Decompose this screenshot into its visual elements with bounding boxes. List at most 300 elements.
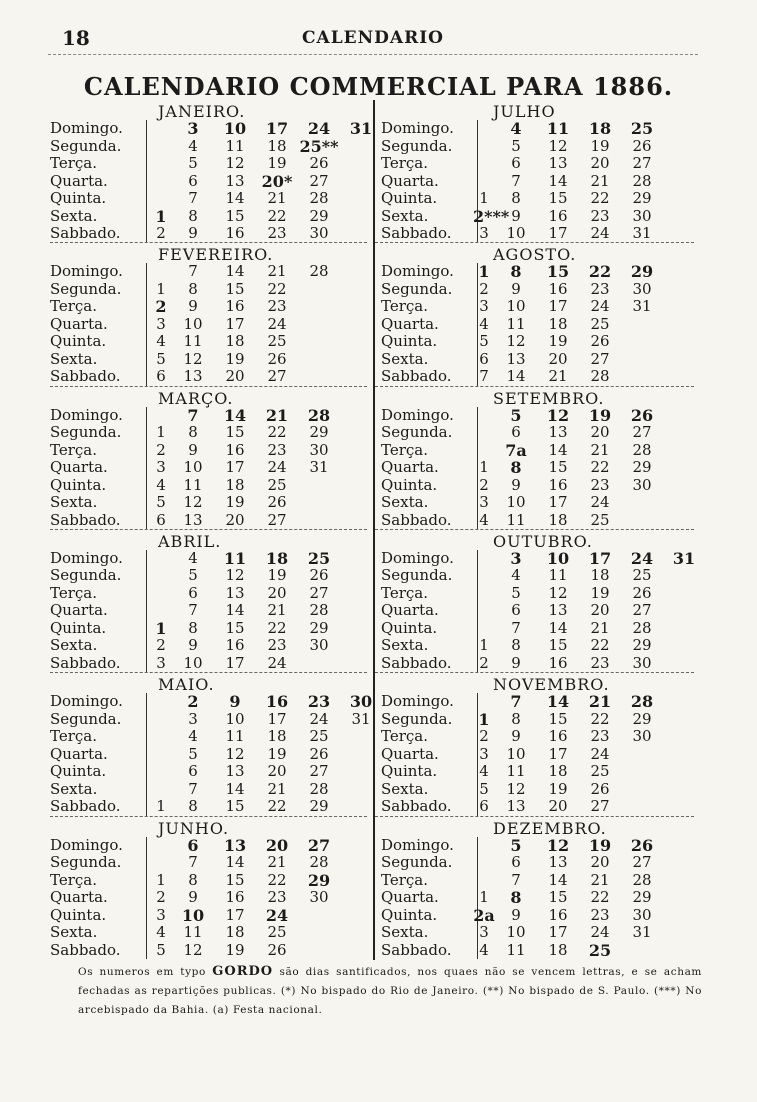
date-cell: 6 [187, 835, 199, 855]
date-cell: 3 [479, 744, 489, 763]
day-name: Quinta. [381, 907, 478, 925]
date-cell: 11 [183, 475, 203, 494]
date-cell: 15 [548, 636, 568, 655]
date-cell [473, 442, 495, 460]
date-cell: 15 [548, 888, 568, 907]
week-column [579, 407, 621, 530]
date-cell: 17 [225, 458, 245, 477]
date-cell: 3 [479, 224, 489, 242]
day-name: Sabbado. [381, 368, 478, 386]
date-cell: 25 [267, 332, 287, 351]
date-cell [298, 298, 340, 316]
week-columns [150, 120, 382, 243]
date-cell: 26 [590, 779, 610, 798]
date-cell [473, 854, 495, 872]
date-cell: 31 [309, 458, 329, 477]
date-cell: 23 [590, 279, 610, 298]
date-cell: 29 [632, 636, 652, 655]
date-cell: 23 [267, 224, 287, 242]
date-cell: 10 [223, 119, 247, 138]
date-cell: 20 [267, 762, 287, 781]
day-names [381, 120, 478, 243]
date-cell: 23 [267, 297, 287, 316]
date-cell: 11 [546, 119, 570, 138]
date-cell: 5 [510, 835, 522, 855]
date-cell: 3 [156, 314, 166, 333]
day-name: Quinta. [50, 190, 147, 208]
day-name: Terça. [381, 155, 478, 173]
date-cell: 13 [548, 423, 568, 442]
day-name: Quinta. [50, 333, 147, 351]
date-cell: 30 [309, 224, 329, 242]
date-cell: 26 [630, 405, 654, 425]
day-names [50, 120, 147, 243]
date-cell: 6 [156, 510, 166, 529]
date-cell: 23 [590, 653, 610, 672]
date-cell: 23 [267, 636, 287, 655]
day-name: Quarta. [381, 602, 478, 620]
date-cell: 30 [632, 653, 652, 672]
week-column [298, 550, 340, 673]
date-cell: 16 [548, 727, 568, 746]
date-cell: 20 [225, 510, 245, 529]
date-cell: 24 [307, 119, 331, 138]
calendar-grid [50, 100, 700, 960]
date-cell: 15 [225, 870, 245, 889]
month-block [50, 243, 375, 386]
date-cell [298, 333, 340, 351]
date-cell: 20 [590, 154, 610, 172]
week-column [256, 693, 298, 816]
date-cell: 9 [188, 888, 198, 907]
date-cell [473, 120, 495, 138]
date-cell: 24 [590, 493, 610, 512]
date-cell: 7 [511, 618, 521, 637]
week-column [663, 550, 705, 673]
date-cell: 17 [548, 493, 568, 512]
week-column [579, 693, 621, 816]
date-cell: 25 [307, 548, 331, 568]
date-cell: 27 [632, 423, 652, 442]
date-cell: 4 [156, 475, 166, 494]
week-column [621, 837, 663, 960]
date-cell [150, 746, 172, 764]
day-name: Segunda. [381, 854, 478, 872]
day-name: Sexta. [50, 637, 147, 655]
week-column [579, 550, 621, 673]
date-cell: 25 [630, 119, 654, 138]
week-column [473, 120, 510, 243]
date-cell: 29 [309, 423, 329, 442]
date-cell: 26 [267, 349, 287, 368]
day-name: Sexta. [381, 494, 478, 512]
day-name: Segunda. [50, 281, 147, 299]
date-cell: 11 [225, 727, 245, 746]
week-column [298, 693, 340, 816]
date-cell: 31 [632, 224, 652, 242]
date-cell: 4 [188, 548, 198, 567]
date-cell: 2 [479, 279, 489, 298]
day-name: Quarta. [50, 889, 147, 907]
day-name: Sexta. [381, 924, 478, 942]
date-cell: 8 [188, 206, 198, 225]
date-cell: 2 [156, 440, 166, 459]
date-cell: 22 [590, 458, 610, 477]
day-name: Terça. [381, 585, 478, 603]
date-cell: 15 [225, 206, 245, 225]
date-cell: 28 [632, 171, 652, 190]
month-block [375, 673, 700, 816]
week-column [579, 263, 621, 386]
week-columns [473, 120, 663, 243]
date-cell: 13 [223, 835, 247, 855]
footnote [78, 962, 702, 1020]
date-cell [473, 602, 495, 620]
date-cell: 28 [309, 189, 329, 207]
date-cell: 23 [267, 888, 287, 907]
date-cell: 16 [548, 475, 568, 494]
date-cell: 7 [187, 405, 199, 425]
date-cell [621, 781, 663, 799]
date-cell [150, 190, 172, 208]
date-cell: 14 [548, 440, 568, 459]
week-column [473, 837, 495, 960]
week-columns [150, 837, 340, 960]
date-cell: 19 [267, 566, 287, 585]
date-cell: 16 [548, 653, 568, 672]
date-cell: 8 [510, 458, 522, 478]
date-cell: 27 [307, 835, 331, 855]
date-cell: 31 [632, 923, 652, 942]
date-cell: 13 [506, 349, 526, 368]
day-name: Quinta. [50, 620, 147, 638]
date-cell: 10 [225, 709, 245, 728]
week-column [537, 120, 579, 243]
date-cell: 27 [632, 154, 652, 172]
day-name: Domingo. [50, 407, 147, 425]
date-cell: 29 [309, 618, 329, 637]
week-column [214, 407, 256, 530]
date-cell: 6 [479, 797, 489, 816]
date-cell: 15 [225, 797, 245, 816]
date-cell: 31 [672, 548, 696, 568]
date-cell: 6 [188, 762, 198, 781]
date-cell [150, 263, 172, 281]
date-cell: 14 [546, 692, 570, 712]
day-name: Sabbado. [50, 798, 147, 816]
date-cell [621, 351, 663, 369]
day-name: Segunda. [50, 567, 147, 585]
date-cell [298, 477, 340, 495]
week-columns [473, 693, 663, 816]
week-column [473, 263, 495, 386]
week-column [495, 263, 537, 386]
day-name: Quarta. [50, 602, 147, 620]
date-cell [150, 550, 172, 568]
date-cell [663, 602, 705, 620]
date-cell [150, 781, 172, 799]
date-cell: 5 [188, 566, 198, 585]
day-name: Quarta. [381, 459, 478, 477]
month-block [50, 100, 375, 243]
date-cell: 3 [156, 653, 166, 672]
date-cell: 22 [590, 888, 610, 907]
date-cell [473, 620, 495, 638]
date-cell: 26 [309, 744, 329, 763]
date-cell [298, 942, 340, 960]
date-cell: 14 [548, 618, 568, 637]
month-name: MAIO. [158, 675, 215, 695]
day-name: Sabbado. [50, 225, 147, 243]
date-cell: 28 [309, 853, 329, 872]
date-cell: 1 [478, 262, 490, 282]
date-cell [663, 567, 705, 585]
date-cell: 13 [225, 762, 245, 781]
day-name: Domingo. [50, 693, 147, 711]
date-cell [298, 924, 340, 942]
date-cell: 21 [267, 189, 287, 207]
date-cell [298, 512, 340, 530]
date-cell [298, 494, 340, 512]
date-cell: 2 [155, 297, 167, 317]
week-column [579, 120, 621, 243]
month-block [375, 243, 700, 386]
date-cell: 17 [548, 297, 568, 316]
date-cell [150, 837, 172, 855]
date-cell: 18 [225, 923, 245, 942]
date-cell: 25 [588, 940, 612, 960]
day-name: Domingo. [381, 120, 478, 138]
week-columns [150, 407, 340, 530]
date-cell [150, 602, 172, 620]
date-cell: 20 [590, 853, 610, 872]
month-name: ABRIL. [158, 531, 222, 551]
date-cell: 12 [183, 940, 203, 959]
day-name: Terça. [50, 155, 147, 173]
month-block [375, 530, 700, 673]
date-cell: 15 [548, 709, 568, 728]
date-cell: 30 [309, 888, 329, 907]
week-column [298, 263, 340, 386]
date-cell: 4 [479, 762, 489, 781]
day-name: Quinta. [381, 333, 478, 351]
day-name: Terça. [50, 442, 147, 460]
date-cell: 22 [590, 709, 610, 728]
date-cell: 1 [479, 189, 489, 207]
date-cell: 6 [156, 367, 166, 386]
day-name: Segunda. [381, 281, 478, 299]
date-cell: 9 [511, 279, 521, 298]
date-cell: 8 [188, 423, 198, 442]
date-cell: 28 [309, 779, 329, 798]
date-cell: 18 [267, 136, 287, 155]
day-name: Quarta. [50, 746, 147, 764]
date-cell [621, 942, 663, 960]
date-cell: 14 [225, 262, 245, 281]
date-cell: 23 [590, 905, 610, 924]
date-cell: 6 [511, 423, 521, 442]
month-block [375, 817, 700, 960]
date-cell: 15 [225, 423, 245, 442]
date-cell: 23 [307, 692, 331, 712]
day-names [381, 837, 478, 960]
date-cell: 10 [506, 744, 526, 763]
day-name: Sexta. [50, 781, 147, 799]
date-cell: 14 [225, 189, 245, 207]
date-cell [150, 155, 172, 173]
date-cell: 9 [229, 692, 241, 712]
date-cell: 11 [506, 940, 526, 959]
date-cell: 22 [267, 423, 287, 442]
date-cell: 25 [590, 510, 610, 529]
week-column [495, 693, 537, 816]
date-cell: 24 [309, 709, 329, 728]
date-cell: 1 [156, 423, 166, 442]
week-column [150, 550, 172, 673]
date-cell: 10 [181, 905, 205, 925]
date-cell: 12 [546, 405, 570, 425]
date-cell: 8 [511, 709, 521, 728]
running-title: CALENDARIO [302, 28, 444, 48]
date-cell: 3 [156, 905, 166, 924]
date-cell: 11 [506, 510, 526, 529]
date-cell: 7 [511, 870, 521, 889]
day-names [381, 693, 478, 816]
date-cell: 8 [188, 797, 198, 816]
date-cell: 3 [188, 709, 198, 728]
date-cell: 7a [505, 440, 527, 460]
date-cell: 30 [632, 727, 652, 746]
date-cell: 26 [632, 136, 652, 155]
date-cell: 28 [632, 870, 652, 889]
date-cell: 10 [183, 458, 203, 477]
day-names [381, 550, 478, 673]
date-cell: 6 [188, 583, 198, 602]
date-cell: 27 [590, 349, 610, 368]
date-cell: 30 [309, 440, 329, 459]
date-cell [473, 837, 495, 855]
date-cell: 27 [267, 510, 287, 529]
date-cell [150, 711, 172, 729]
date-cell: 10 [506, 923, 526, 942]
date-cell: 20 [225, 367, 245, 386]
week-column [214, 693, 256, 816]
date-cell [298, 655, 340, 673]
date-cell: 16 [548, 905, 568, 924]
day-names [50, 837, 147, 960]
date-cell: 9 [188, 636, 198, 655]
date-cell: 13 [548, 853, 568, 872]
date-cell: 26 [309, 566, 329, 585]
week-column [172, 120, 214, 243]
date-cell: 11 [506, 762, 526, 781]
date-cell: 21 [267, 262, 287, 281]
date-cell: 19 [590, 583, 610, 602]
date-cell: 4 [479, 510, 489, 529]
date-cell: 4 [188, 136, 198, 155]
date-cell: 17 [548, 224, 568, 242]
month-name: JUNHO. [158, 818, 230, 838]
date-cell: 28 [309, 601, 329, 620]
month-name: MARÇO. [158, 388, 234, 408]
month-name: JULHO [493, 102, 556, 121]
date-cell: 7 [510, 692, 522, 712]
date-cell: 11 [225, 136, 245, 155]
date-cell: 1 [156, 797, 166, 816]
week-column [172, 263, 214, 386]
week-columns [150, 550, 340, 673]
date-cell: 24 [265, 905, 289, 925]
date-cell: 12 [183, 493, 203, 512]
date-cell: 22 [267, 870, 287, 889]
date-cell: 10 [546, 548, 570, 568]
week-column [537, 550, 579, 673]
date-cell [473, 138, 495, 156]
date-cell: 28 [590, 367, 610, 386]
date-cell: 5 [511, 136, 521, 155]
day-name: Domingo. [381, 550, 478, 568]
date-cell: 7 [188, 779, 198, 798]
date-cell: 15 [548, 458, 568, 477]
date-cell: 14 [548, 171, 568, 190]
day-name: Terça. [50, 298, 147, 316]
week-column [621, 407, 663, 530]
day-name: Quarta. [381, 173, 478, 191]
date-cell: 8 [188, 870, 198, 889]
day-name: Terça. [381, 298, 478, 316]
month-block [375, 100, 700, 243]
date-cell: 5 [510, 405, 522, 425]
day-name: Quarta. [381, 889, 478, 907]
day-name: Domingo. [50, 837, 147, 855]
date-cell [473, 155, 495, 173]
date-cell: 24 [590, 297, 610, 316]
date-cell: 30 [632, 475, 652, 494]
date-cell: 18 [588, 119, 612, 138]
date-cell: 20 [548, 349, 568, 368]
day-name: Domingo. [50, 263, 147, 281]
date-cell: 12 [225, 566, 245, 585]
day-name: Quarta. [50, 316, 147, 334]
date-cell: 25 [267, 923, 287, 942]
date-cell: 7 [188, 262, 198, 281]
date-cell: 17 [588, 548, 612, 568]
month-block [375, 387, 700, 530]
day-name: Domingo. [381, 263, 478, 281]
week-column [150, 693, 172, 816]
week-column [214, 550, 256, 673]
date-cell [150, 585, 172, 603]
date-cell: 18 [590, 566, 610, 585]
day-name: Domingo. [50, 120, 147, 138]
week-column [298, 407, 340, 530]
date-cell: 10 [183, 314, 203, 333]
date-cell: 27 [632, 601, 652, 620]
week-column [256, 263, 298, 386]
date-cell: 8 [188, 279, 198, 298]
date-cell [473, 424, 495, 442]
day-name: Segunda. [381, 711, 478, 729]
week-column [473, 407, 495, 530]
date-cell: 12 [546, 835, 570, 855]
date-cell: 11 [183, 923, 203, 942]
week-column [214, 120, 256, 243]
date-cell: 26 [309, 154, 329, 172]
date-cell: 30 [309, 636, 329, 655]
day-names [381, 263, 478, 386]
date-cell [298, 281, 340, 299]
date-cell: 17 [225, 653, 245, 672]
